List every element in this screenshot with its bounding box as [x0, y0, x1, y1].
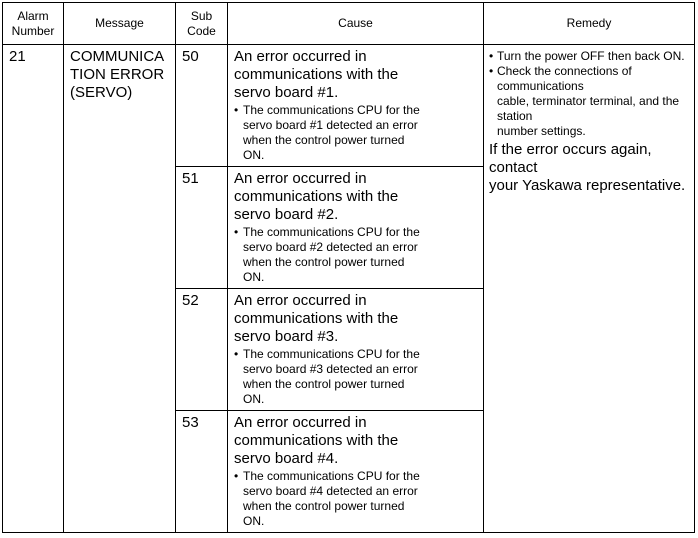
cause-detail-line: The communications CPU for the	[243, 469, 420, 483]
cause-detail-line: when the control power turned	[243, 377, 405, 391]
header-sub-line1: Sub	[190, 8, 213, 23]
cause-cell	[228, 167, 484, 289]
header-sub-line2: Code	[187, 23, 216, 38]
sub-code-cell	[176, 167, 228, 289]
cause-detail-bullet	[234, 225, 483, 285]
cause-detail-line: servo board #1 detected an error	[243, 118, 418, 132]
cause-text	[234, 414, 483, 468]
remedy-bullet	[489, 64, 690, 139]
cause-detail-line: The communications CPU for the	[243, 103, 420, 117]
alarm-table	[2, 2, 695, 533]
cause-detail-line: servo board #2 detected an error	[243, 240, 418, 254]
cause-detail-line: ON.	[243, 392, 265, 406]
cause-detail-line: servo board #4 detected an error	[243, 484, 418, 498]
header-row	[3, 3, 695, 45]
cause-detail-line: ON.	[243, 514, 265, 528]
remedy-line: number settings.	[497, 124, 586, 138]
header-alarm-line1: Alarm	[17, 8, 49, 23]
sub-code: 50	[182, 48, 199, 65]
header-message-label: Message	[95, 16, 144, 30]
alarm-message-line: COMMUNICA	[70, 48, 165, 65]
cause-detail-line: when the control power turned	[243, 255, 405, 269]
header-alarm-number	[3, 3, 64, 45]
header-cause-label: Cause	[338, 16, 373, 30]
remedy-cell	[484, 45, 695, 533]
alarm-number-cell	[3, 45, 64, 533]
cause-detail-line: The communications CPU for the	[243, 225, 420, 239]
cause-line: communications with the	[234, 66, 399, 83]
bullet-icon: •	[234, 103, 239, 117]
cause-text	[234, 170, 483, 224]
cause-line: communications with the	[234, 188, 399, 205]
remedy-note	[489, 141, 690, 195]
cause-line: communications with the	[234, 310, 399, 327]
alarm-number: 21	[9, 48, 26, 65]
remedy-note-line: your Yaskawa representative.	[489, 177, 686, 194]
table-row	[3, 45, 695, 167]
cause-cell	[228, 411, 484, 533]
cause-cell	[228, 45, 484, 167]
sub-code: 51	[182, 170, 199, 187]
cause-detail-line: when the control power turned	[243, 133, 405, 147]
remedy-bullet	[489, 49, 690, 64]
cause-line: An error occurred in	[234, 414, 367, 431]
cause-detail-line: when the control power turned	[243, 499, 405, 513]
bullet-icon: •	[489, 49, 494, 63]
remedy-line: Turn the power OFF then back ON.	[497, 49, 685, 63]
cause-detail-bullet	[234, 103, 483, 163]
cause-line: servo board #3.	[234, 328, 339, 345]
bullet-icon: •	[234, 225, 239, 239]
alarm-message-line: (SERVO)	[70, 84, 133, 101]
cause-line: An error occurred in	[234, 170, 367, 187]
cause-detail-bullet	[234, 347, 483, 407]
header-remedy	[484, 3, 695, 45]
remedy-line: Check the connections of communications	[497, 64, 632, 93]
bullet-icon: •	[489, 64, 494, 78]
cause-line: communications with the	[234, 432, 399, 449]
header-alarm-line2: Number	[11, 23, 55, 38]
cause-detail-bullet	[234, 469, 483, 529]
header-sub-code	[176, 3, 228, 45]
table-body	[3, 45, 695, 533]
remedy-note-line: If the error occurs again, contact	[489, 141, 652, 176]
alarm-message-line: TION ERROR	[70, 66, 165, 83]
alarm-message-cell	[64, 45, 176, 533]
sub-code-cell	[176, 411, 228, 533]
sub-code-cell	[176, 45, 228, 167]
bullet-icon: •	[234, 469, 239, 483]
cause-text	[234, 48, 483, 102]
sub-code: 53	[182, 414, 199, 431]
cause-detail-line: servo board #3 detected an error	[243, 362, 418, 376]
cause-text	[234, 292, 483, 346]
sub-code-cell	[176, 289, 228, 411]
bullet-icon: •	[234, 347, 239, 361]
cause-line: An error occurred in	[234, 48, 367, 65]
cause-detail-line: ON.	[243, 148, 265, 162]
cause-detail-line: ON.	[243, 270, 265, 284]
cause-line: servo board #1.	[234, 84, 339, 101]
header-remedy-label: Remedy	[566, 16, 612, 30]
cause-line: servo board #4.	[234, 450, 339, 467]
remedy-line: cable, terminator terminal, and the station	[497, 94, 680, 123]
table-header	[3, 3, 695, 45]
cause-line: servo board #2.	[234, 206, 339, 223]
header-cause	[228, 3, 484, 45]
cause-cell	[228, 289, 484, 411]
cause-detail-line: The communications CPU for the	[243, 347, 420, 361]
header-message	[64, 3, 176, 45]
cause-line: An error occurred in	[234, 292, 367, 309]
sub-code: 52	[182, 292, 199, 309]
